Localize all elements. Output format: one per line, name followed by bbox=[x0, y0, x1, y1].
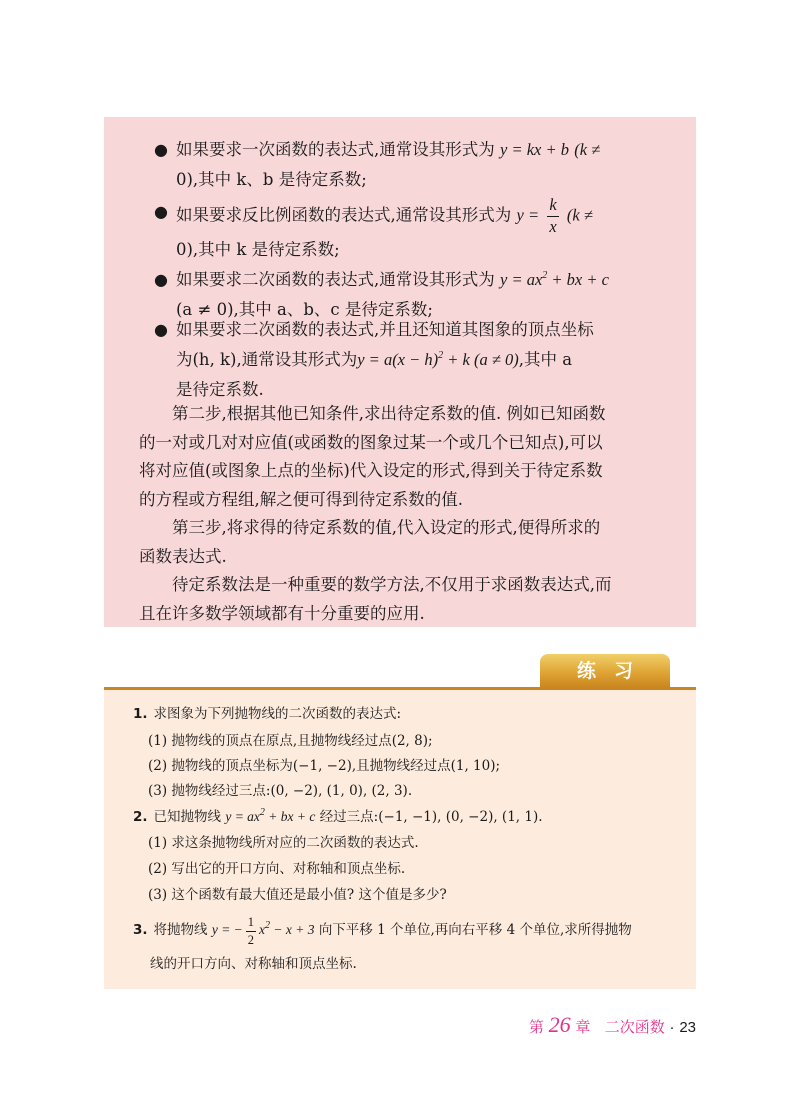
fraction-numerator: 1 bbox=[246, 916, 256, 932]
condition: (k ≠ bbox=[574, 140, 601, 159]
bullet-text-line2: (a ≠ 0),其中 a、b、c 是待定系数; bbox=[176, 300, 433, 319]
paragraph-step2 bbox=[139, 400, 663, 514]
bullet-text: 如果要求一次函数的表达式,通常设其形式为 bbox=[176, 140, 495, 159]
chapter-suffix: 章 bbox=[575, 1018, 591, 1036]
para-line: 第二步,根据其他已知条件,求出待定系数的值. 例如已知函数 bbox=[172, 404, 606, 423]
question-number: 2. bbox=[133, 809, 148, 825]
para-line: 将对应值(或图象上点的坐标)代入设定的形式,得到关于待定系数 bbox=[139, 461, 603, 480]
bullet-text-line2: 0),其中 k、b 是待定系数; bbox=[176, 170, 367, 189]
question-text-tail: 经过三点:(−1, −1), (0, −2), (1, 1). bbox=[319, 809, 543, 825]
formula bbox=[211, 915, 315, 947]
formula-part: x bbox=[259, 922, 266, 938]
chapter-prefix: 第 bbox=[528, 1018, 544, 1036]
para-line: 的方程或方程组,解之便可得到待定系数的值. bbox=[139, 489, 463, 509]
question-text: 将抛物线 bbox=[153, 922, 208, 939]
bullet-dot-icon: ● bbox=[154, 270, 168, 289]
chapter-number: 26 bbox=[548, 1012, 571, 1037]
bullet-item-vertex bbox=[154, 315, 662, 405]
separator: · bbox=[669, 1019, 675, 1036]
chapter-title: 二次函数 bbox=[604, 1018, 665, 1036]
superscript: 2 bbox=[542, 269, 548, 281]
exercise-question-2 bbox=[133, 807, 543, 827]
bullet-dot-icon: ● bbox=[154, 140, 168, 159]
question-text: 已知抛物线 bbox=[153, 809, 222, 825]
superscript: 2 bbox=[438, 349, 444, 361]
paragraph-step3 bbox=[139, 514, 663, 571]
bullet-text-tail: ,其中 a bbox=[518, 350, 573, 369]
bullet-item-inverse bbox=[154, 195, 662, 236]
sub-question: (3) 抛物线经过三点:(0, −2), (1, 0), (2, 3). bbox=[148, 783, 413, 799]
para-line: 且在许多数学领域都有十分重要的应用. bbox=[139, 603, 425, 623]
fraction bbox=[547, 197, 558, 235]
page-number: 23 bbox=[679, 1019, 696, 1036]
formula-part: − x + 3 bbox=[273, 922, 315, 938]
bullet-text-line3: 是待定系数. bbox=[176, 380, 264, 399]
bullet-dot-icon: ● bbox=[154, 320, 168, 339]
para-line: 待定系数法是一种重要的数学方法,不仅用于求函数表达式,而 bbox=[172, 575, 612, 594]
formula bbox=[357, 350, 519, 369]
paragraph-summary bbox=[139, 571, 663, 628]
para-line: 的一对或几对对应值(或函数的图象过某一个或几个已知点),可以 bbox=[139, 432, 603, 452]
formula bbox=[225, 806, 316, 824]
para-line: 函数表达式. bbox=[139, 546, 227, 566]
para-line: 第三步,将求得的待定系数的值,代入设定的形式,便得所求的 bbox=[172, 518, 601, 537]
formula-part: + k (a ≠ 0) bbox=[447, 350, 519, 369]
exercise-question-3 bbox=[133, 916, 632, 946]
page-footer bbox=[529, 1012, 696, 1038]
formula-part: y = ax bbox=[500, 270, 543, 289]
question-text-tail: 向下平移 1 个单位,再向右平移 4 个单位,求所得抛物 bbox=[318, 922, 632, 939]
formula-part: + bx + c bbox=[551, 270, 609, 289]
question-text: 求图象为下列抛物线的二次函数的表达式: bbox=[153, 706, 402, 722]
superscript: 2 bbox=[265, 919, 271, 931]
question-number: 1. bbox=[133, 706, 148, 722]
formula bbox=[500, 270, 609, 289]
sub-question: (1) 抛物线的顶点在原点,且抛物线经过点(2, 8); bbox=[148, 733, 433, 749]
summary-box bbox=[104, 117, 696, 627]
formula-part: y = ax bbox=[225, 809, 260, 824]
sub-question: (1) 求这条抛物线所对应的二次函数的表达式. bbox=[148, 835, 419, 851]
bullet-item-linear bbox=[154, 135, 662, 195]
fraction-denominator: x bbox=[549, 216, 557, 236]
exercise-tab: 练习 bbox=[540, 654, 670, 688]
formula-part: + bx + c bbox=[268, 809, 316, 824]
exercise-box bbox=[104, 690, 696, 989]
formula-part: y = a(x − h) bbox=[357, 350, 439, 369]
bullet-text: 如果要求二次函数的表达式,通常设其形式为 bbox=[176, 270, 495, 289]
question-number: 3. bbox=[133, 922, 148, 939]
fraction-denominator: 2 bbox=[247, 932, 255, 947]
bullet-text-line2: 为(h, k),通常设其形式为 bbox=[176, 350, 358, 369]
question-text-line2: 线的开口方向、对称轴和顶点坐标. bbox=[150, 956, 357, 972]
bullet-dot-icon: ● bbox=[154, 202, 168, 221]
formula: y = kx + b bbox=[500, 140, 569, 159]
sub-question: (2) 写出它的开口方向、对称轴和顶点坐标. bbox=[148, 861, 406, 877]
fraction bbox=[246, 916, 256, 946]
fraction-numerator: k bbox=[547, 197, 558, 217]
bullet-text-line2: 0),其中 k 是待定系数; bbox=[176, 240, 340, 259]
formula-lhs: y = bbox=[516, 205, 540, 225]
bullet-item-inverse-line2 bbox=[176, 235, 662, 265]
superscript: 2 bbox=[259, 806, 265, 818]
condition: (k ≠ bbox=[566, 205, 593, 225]
sub-question: (2) 抛物线的顶点坐标为(−1, −2),且抛物线经过点(1, 10); bbox=[148, 758, 501, 774]
bullet-text: 如果要求二次函数的表达式,并且还知道其图象的顶点坐标 bbox=[176, 320, 594, 339]
formula-part: y = − bbox=[211, 922, 243, 938]
bullet-text: 如果要求反比例函数的表达式,通常设其形式为 bbox=[176, 205, 512, 225]
sub-question: (3) 这个函数有最大值还是最小值? 这个值是多少? bbox=[148, 887, 447, 903]
exercise-question-1 bbox=[133, 704, 401, 724]
